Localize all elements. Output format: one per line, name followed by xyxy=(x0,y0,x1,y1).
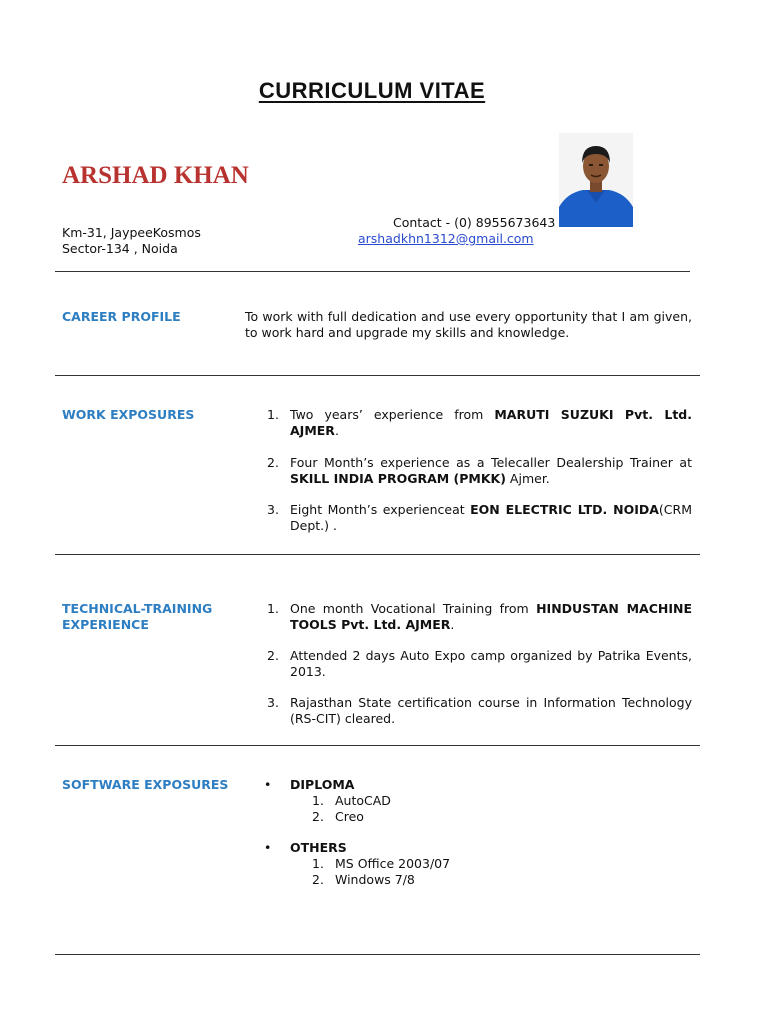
list-number: 1. xyxy=(312,793,324,808)
divider xyxy=(55,954,700,955)
item-text: Rajasthan State certification course in Information Technology (RS-CIT) cleared. xyxy=(290,695,692,726)
candidate-name: ARSHAD KHAN xyxy=(62,162,249,189)
list-number: 1. xyxy=(312,856,324,871)
item-text: Two years’ experience from xyxy=(290,407,495,422)
bullet: • xyxy=(264,840,272,855)
list-item xyxy=(267,407,693,439)
group-heading: DIPLOMA xyxy=(290,777,355,792)
address-block xyxy=(62,225,201,257)
career-profile-label: CAREER PROFILE xyxy=(62,309,181,324)
list-item xyxy=(290,809,590,825)
list-item xyxy=(267,601,693,633)
divider xyxy=(55,271,690,272)
address-line-2: Sector-134 , Noida xyxy=(62,241,178,256)
software-name: Windows 7/8 xyxy=(335,872,415,887)
list-number: 2. xyxy=(312,872,324,887)
software-group-diploma xyxy=(264,777,590,825)
list-item xyxy=(290,793,590,809)
item-company: EON ELECTRIC LTD. NOIDA xyxy=(470,502,659,517)
document-title: CURRICULUM VITAE xyxy=(258,78,486,103)
list-item xyxy=(267,648,692,680)
divider xyxy=(55,554,700,555)
list-number: 2. xyxy=(267,455,279,470)
item-text: (CRM Dept.) . xyxy=(290,502,692,533)
list-item xyxy=(267,455,692,487)
item-company: MARUTI SUZUKI Pvt. Ltd. AJMER xyxy=(290,407,693,438)
list-number: 1. xyxy=(267,601,279,616)
career-profile-text: To work with full dedication and use every opportunity that I am given, to work hard and upgrade my skills and knowledge. xyxy=(245,309,692,340)
item-text: Attended 2 days Auto Expo camp organized by Patrika Events, 2013. xyxy=(290,648,692,679)
work-exposures-label: WORK EXPOSURES xyxy=(62,407,195,422)
divider xyxy=(55,375,700,376)
item-text: Eight Month’s experienceat xyxy=(290,502,471,517)
item-text: One month Vocational Training from xyxy=(290,601,537,616)
item-text: Ajmer. xyxy=(505,471,550,486)
item-text: . xyxy=(334,423,339,438)
item-text: Four Month’s experience as a Telecaller Dealership Trainer at xyxy=(290,455,692,470)
software-name: Creo xyxy=(335,809,364,824)
list-number: 3. xyxy=(267,695,279,710)
item-text: . xyxy=(450,617,455,632)
list-number: 3. xyxy=(267,502,279,517)
list-item xyxy=(290,872,590,888)
training-list xyxy=(267,601,693,727)
bullet: • xyxy=(264,777,272,792)
contact-phone: Contact - (0) 8955673643 xyxy=(393,215,556,230)
software-name: AutoCAD xyxy=(335,793,391,808)
email-link[interactable]: arshadkhn1312@gmail.com xyxy=(358,231,534,246)
list-number: 2. xyxy=(267,648,279,663)
software-name: MS Office 2003/07 xyxy=(335,856,451,871)
address-line-1: Km-31, JaypeeKosmos xyxy=(62,225,201,240)
profile-photo xyxy=(559,133,633,227)
list-item xyxy=(267,695,692,727)
group-heading: OTHERS xyxy=(290,840,347,855)
item-company: HINDUSTAN MACHINE TOOLS Pvt. Ltd. AJMER xyxy=(290,601,693,632)
work-exposures-list xyxy=(267,407,693,534)
training-label: TECHNICAL-TRAINING EXPERIENCE xyxy=(62,601,213,632)
software-exposures-label: SOFTWARE EXPOSURES xyxy=(62,777,229,792)
item-company: SKILL INDIA PROGRAM (PMKK) xyxy=(290,471,506,486)
software-group-others xyxy=(264,840,590,888)
divider xyxy=(55,745,700,746)
list-item xyxy=(290,856,590,872)
list-item xyxy=(267,502,692,534)
list-number: 1. xyxy=(267,407,279,422)
list-number: 2. xyxy=(312,809,324,824)
